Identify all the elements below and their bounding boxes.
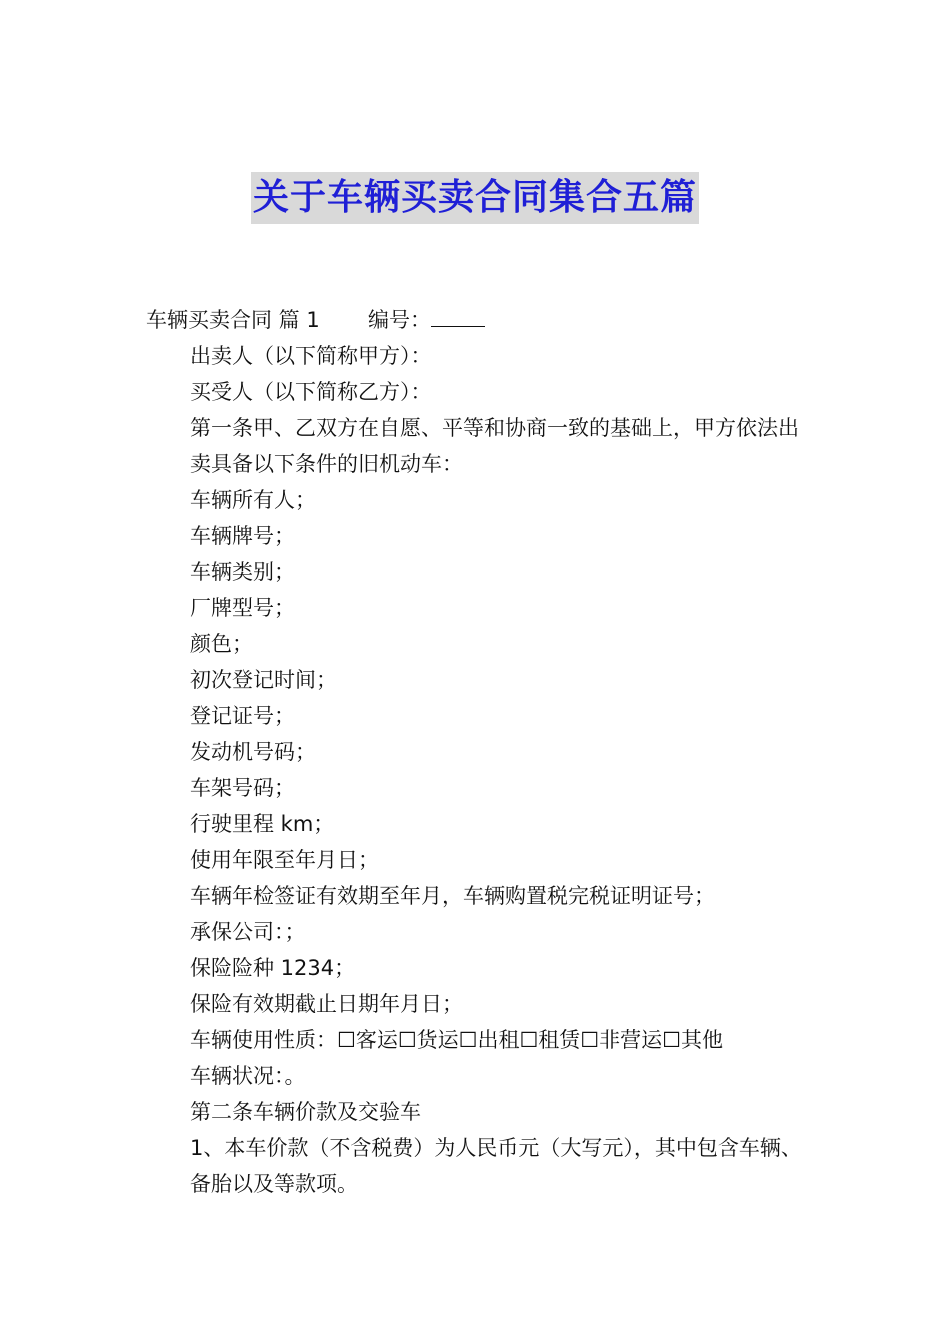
paragraph-buyer: 买受人（以下简称乙方）：	[190, 380, 432, 404]
serial-blank-line	[431, 308, 485, 327]
paragraph-plate-number: 车辆牌号；	[190, 524, 295, 548]
paragraph-brand-model: 厂牌型号；	[190, 596, 295, 620]
paragraph-first-registration: 初次登记时间；	[190, 668, 337, 692]
paragraph-service-life: 使用年限至年月日；	[190, 848, 379, 872]
title-container	[0, 172, 950, 224]
contract-label: 车辆买卖合同 篇 1	[146, 308, 320, 332]
paragraph-price: 1、本车价款（不含税费）为人民币元（大写元），其中包含车辆、备胎以及等款项。	[190, 1136, 802, 1196]
paragraph-usage-nature: 车辆使用性质：☐客运☐货运☐出租☐租赁☐非营运☐其他	[190, 1028, 723, 1052]
paragraph-inspection: 车辆年检签证有效期至年月，车辆购置税完税证明证号；	[190, 884, 715, 908]
document-title: 关于车辆买卖合同集合五篇	[251, 172, 699, 224]
paragraph-insurance-expiry: 保险有效期截止日期年月日；	[190, 992, 463, 1016]
paragraph-mileage: 行驶里程 km；	[190, 812, 335, 836]
paragraph-frame-no: 车架号码；	[190, 776, 295, 800]
paragraph-seller: 出卖人（以下简称甲方）：	[190, 344, 432, 368]
paragraph-registration-no: 登记证号；	[190, 704, 295, 728]
paragraph-engine-no: 发动机号码；	[190, 740, 316, 764]
paragraph-color: 颜色；	[190, 632, 253, 656]
paragraph-insurer: 承保公司：；	[190, 920, 306, 944]
paragraph-article-1: 第一条甲、乙双方在自愿、平等和协商一致的基础上，甲方依法出卖具备以下条件的旧机动车：	[190, 416, 799, 476]
serial-label: 编号：	[368, 308, 431, 332]
paragraph-article-2: 第二条车辆价款及交验车	[190, 1100, 421, 1124]
paragraph-vehicle-type: 车辆类别；	[190, 560, 295, 584]
paragraph-vehicle-condition: 车辆状况：。	[190, 1064, 306, 1088]
paragraph-insurance-type: 保险险种 1234；	[190, 956, 356, 980]
paragraph-vehicle-owner: 车辆所有人；	[190, 488, 316, 512]
contract-header	[146, 302, 808, 338]
document-body	[146, 302, 808, 1202]
